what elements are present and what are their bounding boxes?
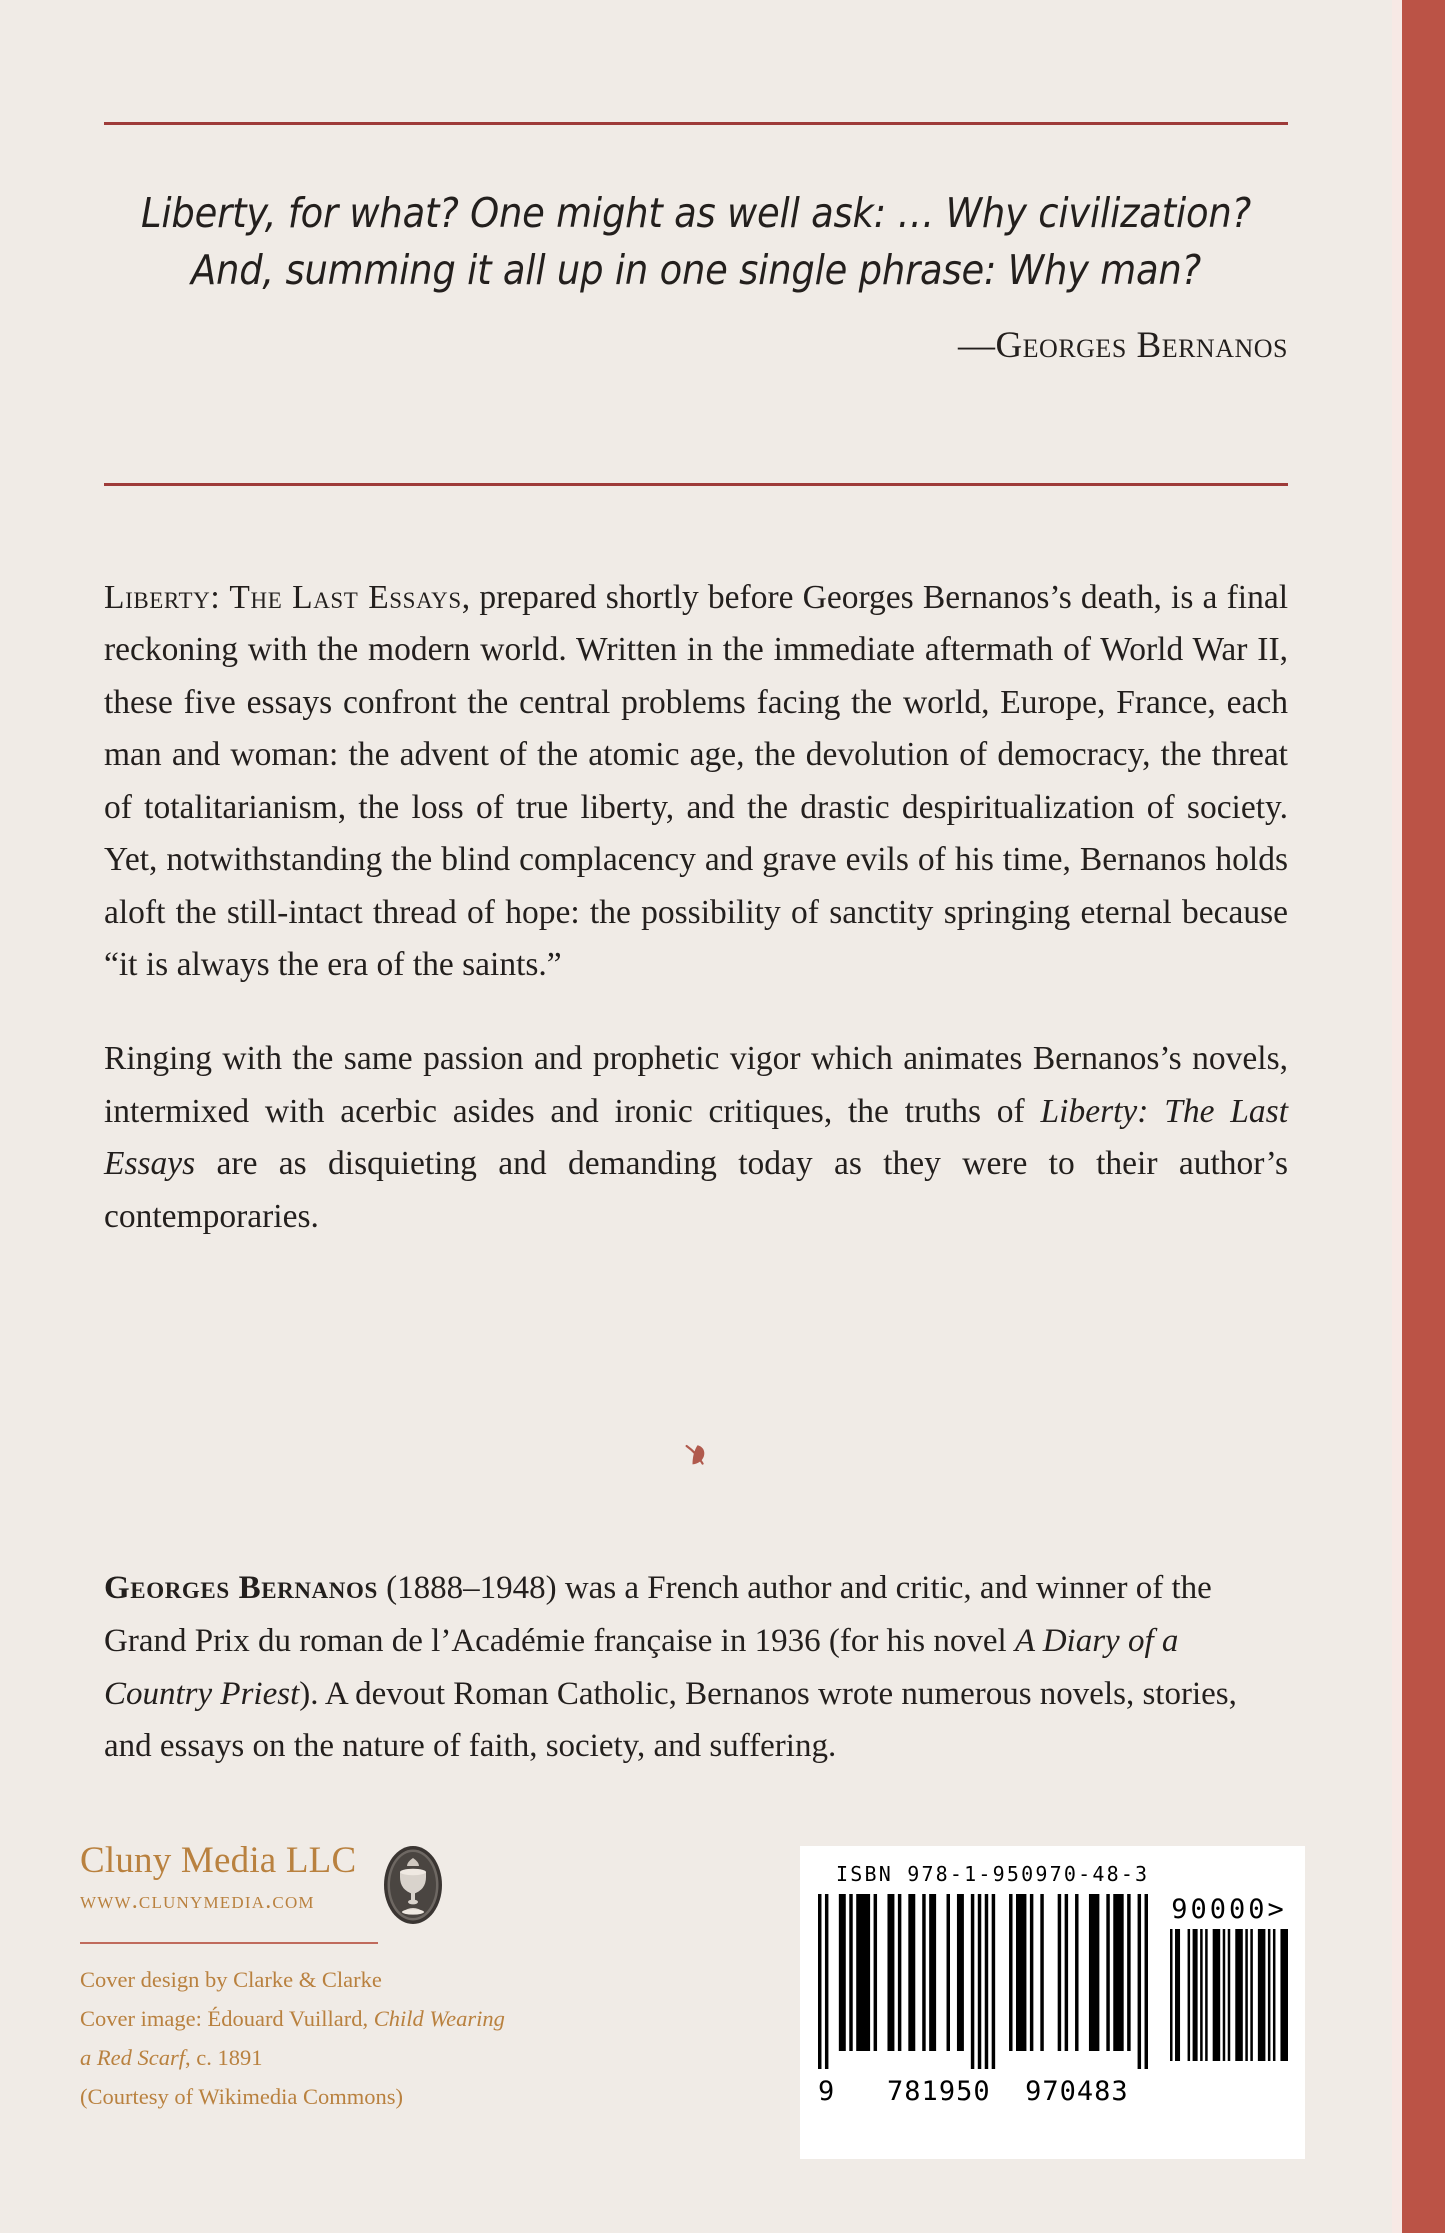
author-name-smallcaps: Georges Bernanos <box>104 1570 378 1606</box>
quote-top-rule <box>104 122 1288 125</box>
credit-artwork-title-part2: a Red Scarf <box>80 2045 185 2071</box>
ean5-addon-digits: 90000> <box>1171 1894 1287 1925</box>
ean-digits-left-group: 781950 <box>887 2076 991 2107</box>
ean-digit-first: 9 <box>818 2076 836 2107</box>
quote-author-name: Georges Bernanos <box>995 325 1288 367</box>
ean13-digits <box>818 2076 1148 2107</box>
publisher-row <box>80 1840 700 1926</box>
credit-image-prefix: Cover image: Édouard Vuillard, <box>80 2006 374 2032</box>
quote-attribution <box>104 324 1288 367</box>
publisher-website-link[interactable]: www.clunymedia.com <box>80 1888 315 1915</box>
author-work-title: A Diary of a Country Priest <box>104 1622 1179 1712</box>
blurb-book-title-italic: Liberty: The Last Essays <box>104 1092 1288 1183</box>
credit-line-image <box>80 1999 700 2038</box>
blurb-book-title-smallcaps: Liberty: The Last Essays <box>104 579 462 616</box>
pull-quote-block <box>104 185 1288 367</box>
ean5-addon-barcode <box>1170 1894 1288 2084</box>
footer-block <box>80 1840 700 2117</box>
quote-line-2: And, summing it all up in one single phrase: Why man? <box>191 245 1201 294</box>
author-bio-paragraph <box>104 1562 1288 1773</box>
ean-digits-right-group: 970483 <box>1025 2076 1129 2107</box>
leaf-ornament-icon <box>0 1438 1392 1479</box>
quote-line-1: Liberty, for what? One might as well ask: … Why civilization? <box>141 189 1251 237</box>
blurb-paragraph-2-b: are as disquieting and demanding today as they were to their author’s contemporaries. <box>104 1145 1288 1235</box>
author-bio-a: (1888–1948) was a French author and critic, and winner of the Grand Prix du roman de l’Académie française in 1936 (for his novel <box>104 1570 1212 1659</box>
chalice-logo <box>382 1844 444 1926</box>
footer-divider-rule <box>80 1942 378 1944</box>
publisher-name: Cluny Media LLC <box>80 1840 357 1881</box>
credit-artwork-date: , c. 1891 <box>184 2045 263 2071</box>
credit-line-courtesy: (Courtesy of Wikimedia Commons) <box>80 2084 404 2110</box>
spine-color-strip <box>1402 0 1445 2233</box>
blurb-paragraph-1-rest: , prepared shortly before Georges Bernanos’s death, is a final reckoning with the modern world. Written in the immediate aftermath of World War II, these five essays confront the central problems facing the world, Europe, France, each man and woman: the advent of the atomic age, the devolution of democracy, the threat of totalitarianism, the loss of true liberty, and the drastic despiritualization of society. Yet, notwithstanding the blind complacency and grave evils of his time, Bernanos holds aloft the still-intact thread of hope: the possibility of sanctity springing eternal because “it is always the era of the saints.” <box>104 579 1289 983</box>
credits-block <box>80 1960 700 2117</box>
spine-gutter-strip <box>1392 0 1402 2233</box>
ean13-barcode <box>818 1894 1148 2107</box>
isbn-text-label: ISBN 978-1-950970-48-3 <box>836 1862 1150 1886</box>
blurb-block <box>104 572 1288 1243</box>
quote-bottom-rule <box>104 483 1288 486</box>
publisher-text-group <box>80 1840 356 1915</box>
author-bio-b: ). A devout Roman Catholic, Bernanos wrote numerous novels, stories, and essays on the nature of faith, society, and suffering. <box>104 1675 1237 1765</box>
author-bio-block <box>104 1562 1288 1773</box>
isbn-barcode-box <box>800 1846 1305 2159</box>
credit-line-image-cont <box>80 2038 700 2077</box>
credit-line-design: Cover design by Clarke & Clarke <box>80 1967 382 1992</box>
blurb-paragraph-1 <box>104 572 1288 991</box>
blurb-paragraph-2 <box>104 1033 1288 1243</box>
blurb-paragraph-2-a: Ringing with the same passion and prophetic vigor which animates Bernanos’s novels, intermixed with acerbic asides and ironic critiques, the truths of <box>104 1040 1288 1130</box>
credit-artwork-title-part1: Child Wearing <box>373 2006 505 2032</box>
em-dash: — <box>957 325 996 367</box>
